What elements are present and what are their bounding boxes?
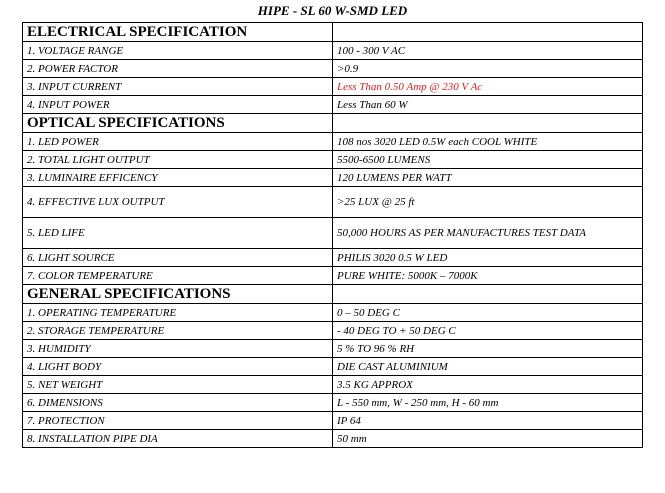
section-heading: ELECTRICAL SPECIFICATION — [23, 23, 333, 42]
spec-value: 5500-6500 LUMENS — [333, 151, 643, 169]
spec-label: 5. LED LIFE — [23, 218, 333, 249]
section-heading-blank — [333, 23, 643, 42]
table-row — [23, 42, 643, 60]
spec-value: Less Than 60 W — [333, 96, 643, 114]
spec-value: 5 % TO 96 % RH — [333, 340, 643, 358]
table-row — [23, 394, 643, 412]
section-header-electrical — [23, 23, 643, 42]
section-heading: OPTICAL SPECIFICATIONS — [23, 114, 333, 133]
table-row — [23, 340, 643, 358]
spec-value: L - 550 mm, W - 250 mm, H - 60 mm — [333, 394, 643, 412]
section-header-general — [23, 285, 643, 304]
section-heading-blank — [333, 114, 643, 133]
spec-value: 108 nos 3020 LED 0.5W each COOL WHITE — [333, 133, 643, 151]
spec-label: 2. POWER FACTOR — [23, 60, 333, 78]
spec-value: 100 - 300 V AC — [333, 42, 643, 60]
spec-label: 3. INPUT CURRENT — [23, 78, 333, 96]
table-row — [23, 322, 643, 340]
table-row — [23, 96, 643, 114]
spec-label: 1. LED POWER — [23, 133, 333, 151]
table-row — [23, 430, 643, 448]
spec-label: 2. TOTAL LIGHT OUTPUT — [23, 151, 333, 169]
spec-label: 6. LIGHT SOURCE — [23, 249, 333, 267]
table-row — [23, 133, 643, 151]
spec-label: 5. NET WEIGHT — [23, 376, 333, 394]
table-row — [23, 358, 643, 376]
table-row — [23, 78, 643, 96]
spec-label: 3. LUMINAIRE EFFICENCY — [23, 169, 333, 187]
spec-value: 50 mm — [333, 430, 643, 448]
section-heading-blank — [333, 285, 643, 304]
table-row — [23, 169, 643, 187]
spec-label: 4. EFFECTIVE LUX OUTPUT — [23, 187, 333, 218]
spec-value: >25 LUX @ 25 ft — [333, 187, 643, 218]
spec-value: PHILIS 3020 0.5 W LED — [333, 249, 643, 267]
section-heading: GENERAL SPECIFICATIONS — [23, 285, 333, 304]
spec-value: 0 – 50 DEG C — [333, 304, 643, 322]
spec-value: 50,000 HOURS AS PER MANUFACTURES TEST DATA — [333, 218, 643, 249]
spec-label: 7. COLOR TEMPERATURE — [23, 267, 333, 285]
table-row — [23, 151, 643, 169]
spec-value-highlighted: Less Than 0.50 Amp @ 230 V Ac — [333, 78, 643, 96]
spec-label: 3. HUMIDITY — [23, 340, 333, 358]
spec-label: 1. VOLTAGE RANGE — [23, 42, 333, 60]
spec-label: 6. DIMENSIONS — [23, 394, 333, 412]
spec-value: >0.9 — [333, 60, 643, 78]
spec-label: 1. OPERATING TEMPERATURE — [23, 304, 333, 322]
spec-value: PURE WHITE: 5000K – 7000K — [333, 267, 643, 285]
spec-value: DIE CAST ALUMINIUM — [333, 358, 643, 376]
table-row — [23, 60, 643, 78]
spec-value: 120 LUMENS PER WATT — [333, 169, 643, 187]
spec-label: 4. LIGHT BODY — [23, 358, 333, 376]
spec-value: - 40 DEG TO + 50 DEG C — [333, 322, 643, 340]
table-row — [23, 187, 643, 218]
spec-label: 8. INSTALLATION PIPE DIA — [23, 430, 333, 448]
document-title: HIPE - SL 60 W-SMD LED — [257, 3, 408, 18]
spec-value: IP 64 — [333, 412, 643, 430]
section-header-optical — [23, 114, 643, 133]
table-row — [23, 267, 643, 285]
specification-table — [22, 22, 643, 448]
spec-label: 4. INPUT POWER — [23, 96, 333, 114]
table-row — [23, 376, 643, 394]
spec-label: 2. STORAGE TEMPERATURE — [23, 322, 333, 340]
table-row — [23, 412, 643, 430]
spec-value: 3.5 KG APPROX — [333, 376, 643, 394]
table-row — [23, 249, 643, 267]
table-row — [23, 304, 643, 322]
spec-label: 7. PROTECTION — [23, 412, 333, 430]
table-row — [23, 218, 643, 249]
